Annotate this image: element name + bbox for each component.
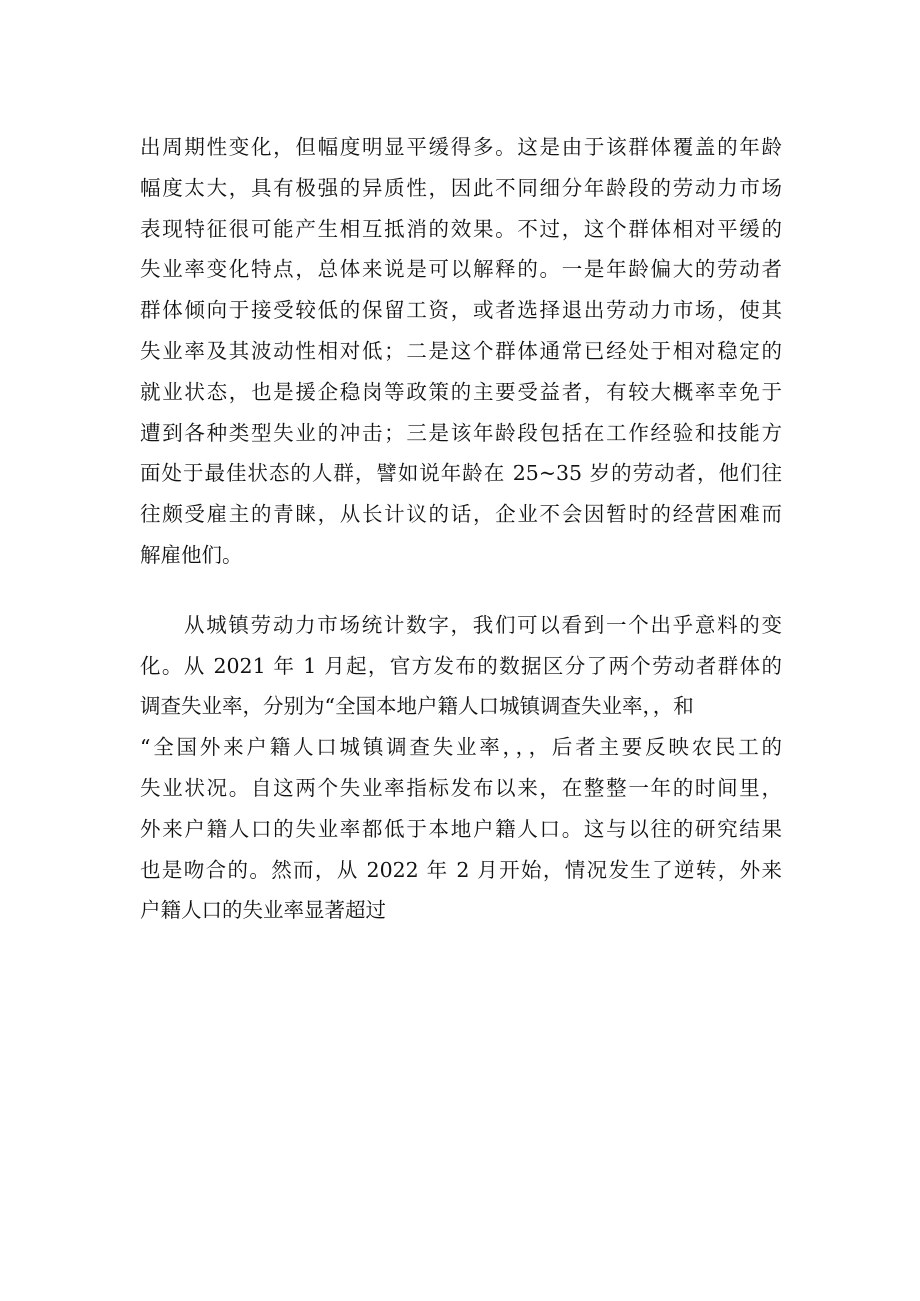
text-line: 从城镇劳动力市场统计数字，我们可以看到一个出乎意料的变 bbox=[184, 612, 782, 637]
text-line: 也是吻合的。然而，从 2022 年 2 月开始，情况发生了逆转，外来 bbox=[140, 857, 782, 882]
text-line: 幅度太大，具有极强的异质性，因此不同细分年龄段的劳动力市场 bbox=[140, 175, 782, 200]
text-line: 遭到各种类型失业的冲击；三是该年龄段包括在工作经验和技能方 bbox=[140, 420, 782, 445]
text-line: 户籍人口的失业率显著超过 bbox=[140, 898, 386, 923]
text-line: 就业状态，也是援企稳岗等政策的主要受益者，有较大概率幸免于 bbox=[140, 379, 782, 404]
text-line: 往颇受雇主的青睐，从长计议的话，企业不会因暂时的经营困难而 bbox=[140, 502, 782, 527]
text-line: “全国外来户籍人口城镇调查失业率，，，后者主要反映农民工的 bbox=[140, 735, 782, 760]
text-line: 调查失业率，分别为“全国本地户籍人口城镇调查失业率，，和 bbox=[140, 694, 694, 719]
document-page bbox=[140, 127, 782, 931]
text-line: 外来户籍人口的失业率都低于本地户籍人口。这与以往的研究结果 bbox=[140, 816, 782, 841]
text-line: 失业状况。自这两个失业率指标发布以来，在整整一年的时间里， bbox=[140, 775, 782, 800]
text-line: 解雇他们。 bbox=[140, 542, 243, 567]
text-line: 表现特征很可能产生相互抵消的效果。不过，这个群体相对平缓的 bbox=[140, 216, 782, 241]
text-line: 失业率及其波动性相对低；二是这个群体通常已经处于相对稳定的 bbox=[140, 338, 782, 363]
text-line: 失业率变化特点，总体来说是可以解释的。一是年龄偏大的劳动者 bbox=[140, 257, 782, 282]
text-line: 出周期性变化，但幅度明显平缓得多。这是由于该群体覆盖的年龄 bbox=[140, 135, 782, 159]
text-line: 化。从 2021 年 1 月起，官方发布的数据区分了两个劳动者群体的 bbox=[140, 653, 782, 678]
text-line: 面处于最佳状态的人群，譬如说年龄在 25~35 岁的劳动者，他们往 bbox=[140, 461, 782, 486]
paragraph-2 bbox=[140, 605, 782, 931]
text-line: 群体倾向于接受较低的保留工资，或者选择退出劳动力市场，使其 bbox=[140, 298, 782, 323]
paragraph-1 bbox=[140, 127, 782, 576]
